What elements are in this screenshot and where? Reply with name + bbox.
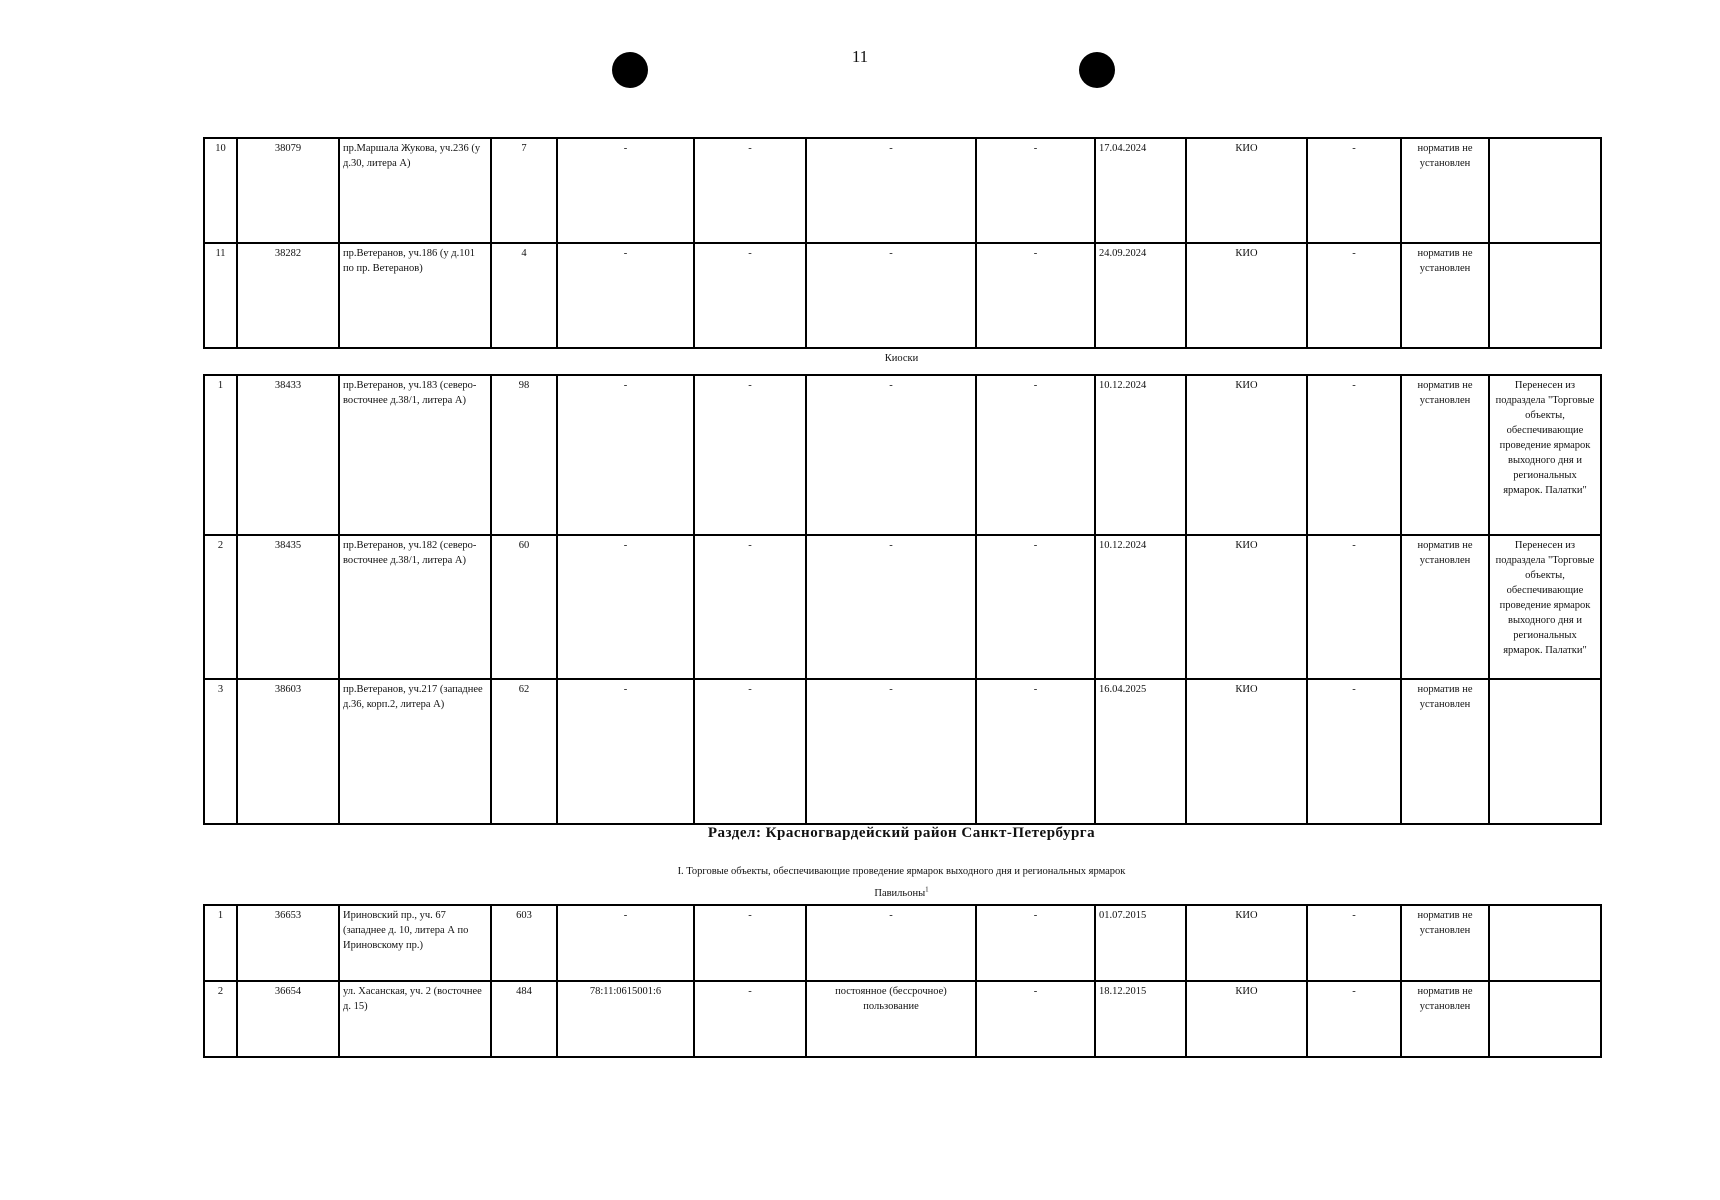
cell-right-type: -	[806, 905, 976, 981]
cell-object-id: 38282	[237, 243, 339, 348]
cell-col-10: -	[1307, 375, 1401, 535]
table-row	[204, 535, 1601, 679]
cell-area: 60	[491, 535, 557, 679]
cell-date: 10.12.2024	[1095, 535, 1186, 679]
cell-norm: норматив не установлен	[1401, 981, 1489, 1057]
cell-address: пр.Маршала Жукова, уч.236 (у д.30, литера А)	[339, 138, 491, 243]
table-row	[204, 679, 1601, 824]
cell-area: 62	[491, 679, 557, 824]
cell-object-id: 38079	[237, 138, 339, 243]
cell-col-7: -	[976, 981, 1095, 1057]
cell-cadastral-number: -	[557, 243, 694, 348]
cell-col-7: -	[976, 905, 1095, 981]
cell-col-10: -	[1307, 905, 1401, 981]
cell-note: Перенесен из подраздела "Торговые объекты, обеспечивающие проведение ярмарок выходного дня и региональных ярмарок. Палатки"	[1489, 535, 1601, 679]
table-group-1	[203, 137, 1602, 349]
cell-row-number: 11	[204, 243, 237, 348]
cell-object-id: 38603	[237, 679, 339, 824]
cell-cadastral-number: -	[557, 535, 694, 679]
table-row	[204, 138, 1601, 243]
cell-norm: норматив не установлен	[1401, 535, 1489, 679]
cell-norm: норматив не установлен	[1401, 138, 1489, 243]
cell-address: пр.Ветеранов, уч.217 (западнее д.36, корп.2, литера А)	[339, 679, 491, 824]
cell-col-5: -	[694, 375, 806, 535]
cell-col-5: -	[694, 138, 806, 243]
cell-right-type: -	[806, 375, 976, 535]
cell-norm: норматив не установлен	[1401, 243, 1489, 348]
cell-cadastral-number: 78:11:0615001:6	[557, 981, 694, 1057]
cell-right-type: -	[806, 138, 976, 243]
cell-right-type: -	[806, 535, 976, 679]
cell-col-5: -	[694, 679, 806, 824]
cell-date: 17.04.2024	[1095, 138, 1186, 243]
cell-area: 98	[491, 375, 557, 535]
cell-cadastral-number: -	[557, 375, 694, 535]
cell-address: пр.Ветеранов, уч.182 (северо-восточнее д.38/1, литера А)	[339, 535, 491, 679]
cell-col-10: -	[1307, 138, 1401, 243]
cell-owner: КИО	[1186, 243, 1307, 348]
pavilions-label-text: Павильоны	[874, 888, 926, 899]
cell-note	[1489, 243, 1601, 348]
cell-object-id: 36654	[237, 981, 339, 1057]
section-heading: Раздел: Красногвардейский район Санкт-Петербурга	[707, 825, 1096, 841]
cell-owner: КИО	[1186, 679, 1307, 824]
cell-area: 603	[491, 905, 557, 981]
punch-hole-right	[1079, 52, 1115, 88]
cell-address: Ириновский пр., уч. 67 (западнее д. 10, литера А по Ириновскому пр.)	[339, 905, 491, 981]
cell-cadastral-number: -	[557, 905, 694, 981]
table-row	[204, 981, 1601, 1057]
cell-col-7: -	[976, 535, 1095, 679]
page-number: 11	[851, 47, 869, 66]
cell-owner: КИО	[1186, 535, 1307, 679]
table-row	[204, 905, 1601, 981]
table-row	[204, 243, 1601, 348]
cell-address: ул. Хасанская, уч. 2 (восточнее д. 15)	[339, 981, 491, 1057]
cell-right-type: постоянное (бессрочное) пользование	[806, 981, 976, 1057]
cell-right-type: -	[806, 679, 976, 824]
cell-note	[1489, 138, 1601, 243]
cell-norm: норматив не установлен	[1401, 905, 1489, 981]
table-pavilions	[203, 904, 1602, 1058]
pavilions-label	[203, 885, 1600, 899]
cell-right-type: -	[806, 243, 976, 348]
cell-owner: КИО	[1186, 905, 1307, 981]
cell-col-7: -	[976, 138, 1095, 243]
cell-object-id: 38435	[237, 535, 339, 679]
cell-col-5: -	[694, 243, 806, 348]
kiosks-label: Киоски	[884, 353, 919, 364]
cell-date: 18.12.2015	[1095, 981, 1186, 1057]
cell-row-number: 1	[204, 905, 237, 981]
cell-note: Перенесен из подраздела "Торговые объекты, обеспечивающие проведение ярмарок выходного дня и региональных ярмарок. Палатки"	[1489, 375, 1601, 535]
cell-col-10: -	[1307, 679, 1401, 824]
cell-area: 4	[491, 243, 557, 348]
cell-date: 01.07.2015	[1095, 905, 1186, 981]
cell-row-number: 2	[204, 981, 237, 1057]
cell-col-5: -	[694, 981, 806, 1057]
cell-col-10: -	[1307, 535, 1401, 679]
cell-row-number: 10	[204, 138, 237, 243]
cell-date: 24.09.2024	[1095, 243, 1186, 348]
cell-row-number: 2	[204, 535, 237, 679]
cell-col-7: -	[976, 243, 1095, 348]
cell-object-id: 36653	[237, 905, 339, 981]
cell-owner: КИО	[1186, 375, 1307, 535]
cell-col-10: -	[1307, 981, 1401, 1057]
cell-cadastral-number: -	[557, 679, 694, 824]
pavilions-footnote-mark: 1	[925, 885, 929, 894]
cell-note	[1489, 905, 1601, 981]
subsection-title: I. Торговые объекты, обеспечивающие проведение ярмарок выходного дня и региональных ярмарок	[677, 866, 1126, 877]
cell-norm: норматив не установлен	[1401, 679, 1489, 824]
cell-note	[1489, 981, 1601, 1057]
cell-col-5: -	[694, 535, 806, 679]
cell-date: 16.04.2025	[1095, 679, 1186, 824]
cell-col-5: -	[694, 905, 806, 981]
cell-col-10: -	[1307, 243, 1401, 348]
cell-row-number: 3	[204, 679, 237, 824]
punch-hole-left	[612, 52, 648, 88]
cell-area: 7	[491, 138, 557, 243]
table-kiosks	[203, 374, 1602, 825]
cell-row-number: 1	[204, 375, 237, 535]
cell-owner: КИО	[1186, 981, 1307, 1057]
cell-col-7: -	[976, 375, 1095, 535]
cell-norm: норматив не установлен	[1401, 375, 1489, 535]
cell-note	[1489, 679, 1601, 824]
cell-object-id: 38433	[237, 375, 339, 535]
table-row	[204, 375, 1601, 535]
cell-col-7: -	[976, 679, 1095, 824]
cell-address: пр.Ветеранов, уч.186 (у д.101 по пр. Ветеранов)	[339, 243, 491, 348]
cell-date: 10.12.2024	[1095, 375, 1186, 535]
cell-cadastral-number: -	[557, 138, 694, 243]
cell-area: 484	[491, 981, 557, 1057]
cell-address: пр.Ветеранов, уч.183 (северо-восточнее д.38/1, литера А)	[339, 375, 491, 535]
cell-owner: КИО	[1186, 138, 1307, 243]
